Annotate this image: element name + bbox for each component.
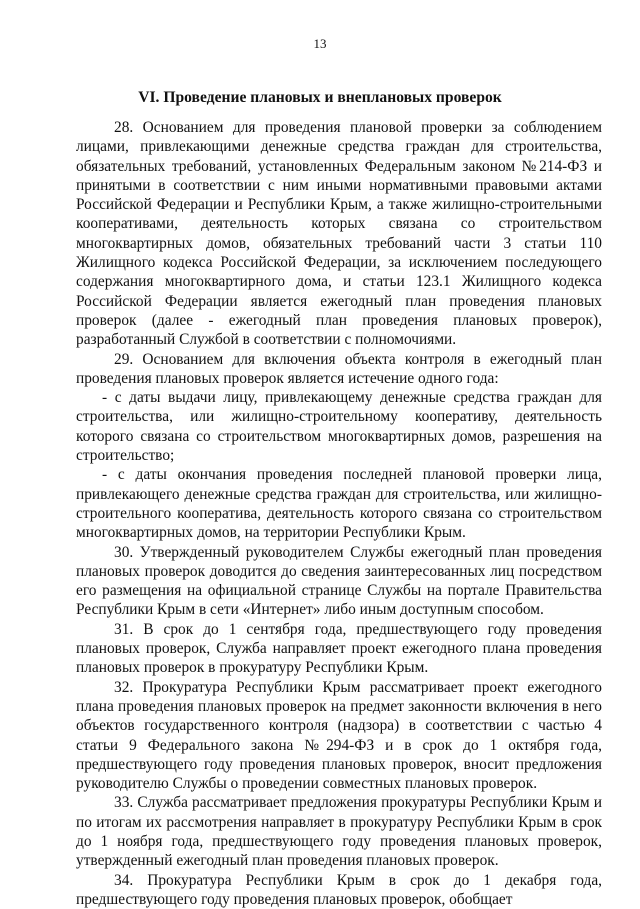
- paragraph-29: 29. Основанием для включения объекта контроля в ежегодный план проведения плановых проверок является истечение одного года:: [76, 350, 602, 387]
- document-body: [76, 118, 602, 909]
- list-item-building-permit: - с даты выдачи лицу, привлекающему денежные средства граждан для строительства, или жилищно-строительному кооперативу, деятельность которого связана со строительством многоквартирных домов, разрешения на строительство;: [76, 389, 602, 465]
- list-item-last-inspection: - с даты окончания проведения последней плановой проверки лица, привлекающего денежные средства граждан для строительства, или жилищно-строительного кооператива, деятельность которого связана со строительством многоквартирных домов, на территории Республики Крым.: [76, 466, 602, 542]
- paragraph-31: 31. В срок до 1 сентября года, предшествующего году проведения плановых проверок, Служба направляет проект ежегодного плана проведения плановых проверок в прокуратуру Республики Крым.: [76, 620, 602, 677]
- paragraph-34: 34. Прокуратура Республики Крым в срок до 1 декабря года, предшествующего году проведения плановых проверок, обобщает: [76, 871, 602, 908]
- paragraph-33: 33. Служба рассматривает предложения прокуратуры Республики Крым и по итогам их рассмотрения направляет в прокуратуру Республики Крым в срок до 1 ноября года, предшествующего году проведения плановых проверок, утвержденный ежегодный план проведения плановых проверок.: [76, 794, 602, 870]
- paragraph-32: 32. Прокуратура Республики Крым рассматривает проект ежегодного плана проведения плановых проверок на предмет законности включения в него объектов государственного контроля (надзора) в соответствии с частью 4 статьи 9 Федерального закона №294-ФЗ и в срок до 1 октября года, предшествующего году проведения плановых проверок, вносит предложения руководителю Службы о проведении совместных плановых проверок.: [76, 678, 602, 793]
- paragraph-28: 28. Основанием для проведения плановой проверки за соблюдением лицами, привлекающими денежные средства граждан для строительства, обязательных требований, установленных Федеральным законом №214-ФЗ и принятыми в соответствии с ним иными нормативными правовыми актами Российской Федерации и Республики Крым, а также жилищно-строительными кооперативами, деятельность которых связана со строительством многоквартирных домов, обязательных требований части 3 статьи 110 Жилищного кодекса Российской Федерации, за исключением последующего содержания многоквартирного дома, и статьи 123.1 Жилищного кодекса Российской Федерации является ежегодный план проведения плановых проверок (далее - ежегодный план проведения плановых проверок), разработанный Службой в соответствии с полномочиями.: [76, 119, 602, 349]
- paragraph-30: 30. Утвержденный руководителем Службы ежегодный план проведения плановых проверок доводится до сведения заинтересованных лиц посредством его размещения на официальной странице Службы на портале Правительства Республики Крым в сети «Интернет» либо иным доступным способом.: [76, 543, 602, 619]
- section-heading: VI. Проведение плановых и внеплановых проверок: [138, 89, 502, 106]
- page-number: 13: [313, 36, 327, 51]
